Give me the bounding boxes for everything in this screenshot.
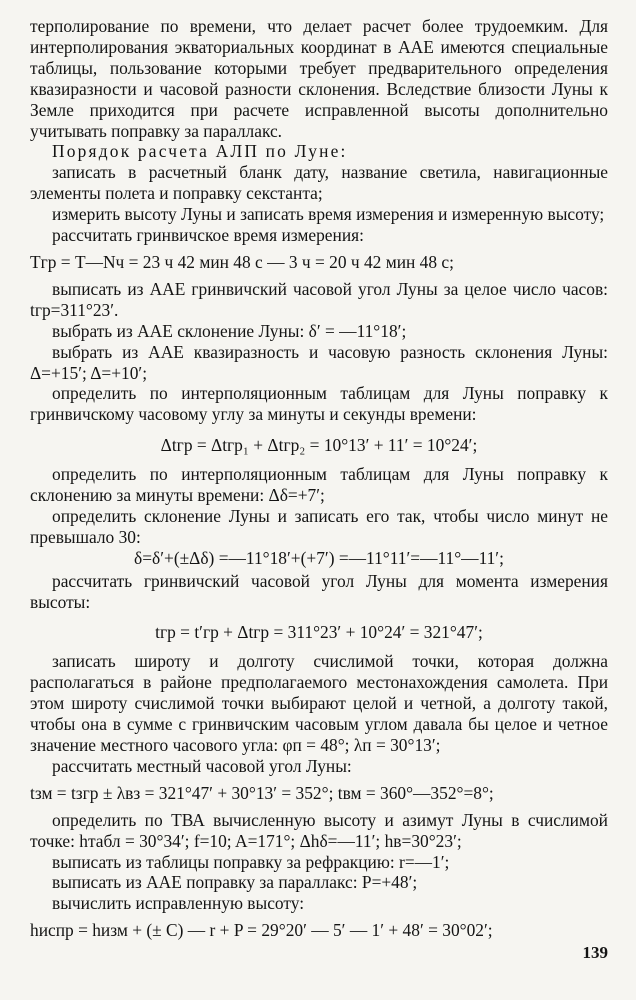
step-measure-altitude: измерить высоту Луны и записать время измерения и измеренную высоту;: [52, 204, 605, 225]
step-hour-angle-moment: рассчитать гринвичский часовой угол Луны для момента измерения высоты:: [30, 570, 608, 612]
formula-delta-t: Δtгр = Δtгр₁ + Δtгр₂ = 10°13′ + 11′ = 10°24′;: [160, 435, 478, 456]
step-greenwich-time: рассчитать гринвичское время измерения:: [52, 225, 364, 246]
formula-greenwich-time: Tгр = T—Nч = 23 ч 42 мин 48 с — 3 ч = 20 ч 42 мин 48 с;: [30, 251, 454, 272]
step-local-hour-angle: рассчитать местный часовой угол Луны:: [52, 755, 352, 776]
paragraph-intro: терполирование по времени, что делает расчет более трудоемким. Для интерполирования экваториальных координат в ААЕ имеются специальные таблицы, пользование которыми требует предварительного определения квазиразности и часовой разности склонения. Вследствие близости Луны к Земле приходится при расчете исправленной высоты дополнительно учитывать поправку за параллакс.: [30, 16, 608, 141]
page-number: 139: [582, 943, 608, 963]
step-refraction: выписать из таблицы поправку за рефракцию: r=—1′;: [52, 851, 450, 872]
step-corrected-altitude: вычислить исправленную высоту:: [52, 893, 305, 914]
step-declination-record: определить склонение Луны и записать его так, чтобы число минут не превышало 30:: [30, 505, 608, 547]
step-interpolation-hour-angle: определить по интерполяционным таблицам для Луны поправку к гринвичскому часовому углу за минуты и секунды времени:: [30, 383, 608, 425]
step-parallax: выписать из ААЕ поправку за параллакс: P=+48′;: [52, 872, 418, 893]
formula-hour-angle: tгр = t′гр + Δtгр = 311°23′ + 10°24′ = 321°47′;: [155, 622, 483, 643]
step-dead-reckoning-point: записать широту и долготу счислимой точки, которая должна располагаться в районе предполагаемого местонахождения самолета. При этом широту счислимой точки выбирают целой и четной, а долготу такой, чтобы она в сумме с гринвичским часовым углом давала бы целое и четное значение местного часового угла: φп = 48°; λп = 30°13′;: [30, 651, 608, 755]
step-declination: выбрать из ААЕ склонение Луны: δ′ = —11°18′;: [52, 320, 407, 341]
step-greenwich-hour-angle: выписать из ААЕ гринвичский часовой угол Луны за целое число часов: tгр=311°23′.: [30, 278, 608, 320]
section-heading: Порядок расчета АЛП по Луне:: [52, 141, 348, 162]
step-record-data: записать в расчетный бланк дату, название светила, навигационные элементы полета и поправку секстанта;: [30, 162, 608, 204]
step-interpolation-declination: определить по интерполяционным таблицам для Луны поправку к склонению за минуты времени: Δδ=+7′;: [30, 464, 608, 506]
formula-corrected-altitude: hиспр = hизм + (± C) — r + P = 29°20′ — 5′ — 1′ + 48′ = 30°02′;: [30, 920, 493, 941]
step-quasi-difference: выбрать из ААЕ квазиразность и часовую разность склонения Луны: Δ=+15′; Δ=+10′;: [30, 341, 608, 383]
step-computed-altitude: определить по ТВА вычисленную высоту и азимут Луны в счислимой точке: hтабл = 30°34′; f=10; A=171°; Δhδ=—11′; hв=30°23′;: [30, 809, 608, 851]
formula-declination: δ=δ′+(±Δδ) =—11°18′+(+7′) =—11°11′=—11°—11′;: [134, 547, 504, 568]
formula-local-hour-angle: tзм = tзгр ± λвз = 321°47′ + 30°13′ = 352°; tвм = 360°—352°=8°;: [30, 782, 494, 803]
